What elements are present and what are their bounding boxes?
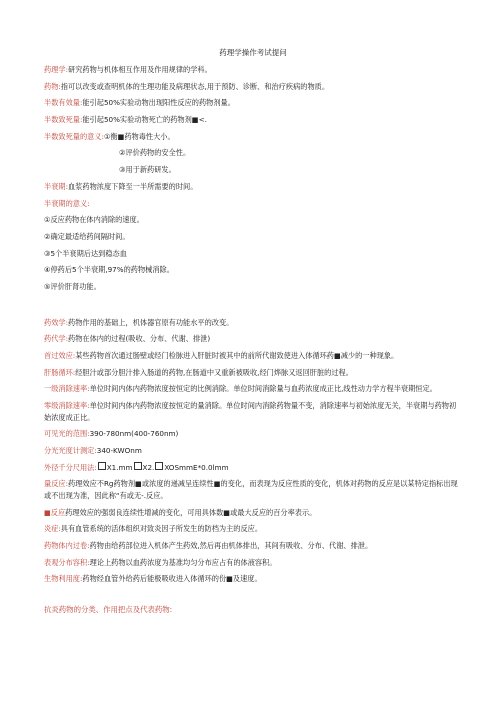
term-label: 炎症: — [44, 524, 61, 534]
definition-text: 药理效应不Rg药物剂■或浓度的递减呈连续性■的变化，而表现为反应性质的变化，机体对药物的反应是以某特定指标出现或不出现为准，因此称“有或无-.反应。 — [44, 479, 458, 500]
definition-visible-light — [44, 428, 462, 440]
list-item: ①反应药物在体内消除的速度。 — [44, 215, 144, 225]
term-label: 表观分布容积: — [44, 557, 90, 567]
document-title: 药理学操作考试提问 — [219, 48, 287, 57]
list-item: ②确定最适给药间隔时间。 — [44, 231, 130, 241]
definition-micrometer — [44, 462, 462, 474]
term-label: 外径千分尺用法: — [44, 462, 97, 472]
term-label: 分光光度计测定: — [44, 445, 97, 455]
definition-text: 药物经血管外给药后能极吸收进入体循环的份■及速度。 — [82, 574, 262, 584]
term-label: 可见光的范围: — [44, 429, 90, 439]
definition-text: 经胆汁或部分胆汁排入肠道的药物,在肠道中又重新被吸收,经门烨脉又返回肝脏的过程。 — [75, 367, 353, 377]
definition-drug-disposition — [44, 540, 462, 552]
term-label: 半数致死量: — [44, 115, 83, 125]
term-label: 药效学: — [44, 317, 68, 327]
definition-text: X1.mm — [106, 462, 133, 472]
definition-pharmacokinetics — [44, 333, 462, 345]
definition-zero-order — [44, 400, 462, 423]
definition-enterohepatic — [44, 367, 462, 379]
definition-text: 血浆药物浓度下降至一半所需要的时间。 — [68, 181, 198, 191]
definition-text: 理论上药物以血药浓度为基准均匀分布应占有的体液容积。 — [89, 557, 277, 567]
definition-text: 药物作用的基础上，机体器官原有功能水平的改变。 — [68, 317, 234, 327]
list-item: ③5个半衰期后达到稳态血 — [44, 248, 127, 258]
spacer — [44, 298, 462, 317]
definition-text: 390-780nm(400-760nm) — [89, 429, 179, 439]
term-label: ■反应 — [44, 507, 66, 517]
definition-text: 单位时间内体内药物浓度按恒定的量消除。单位时间内消除药物量不变，消除速率与初始浓度无关，半衰期与药物初始浓度成正比。 — [44, 401, 457, 422]
definition-text: 药理效应的强弱良连续性增减的变化，可用具体数■或最大反应的百分率表示。 — [65, 507, 317, 517]
term-label: 量反应: — [44, 479, 68, 489]
term-label: 半数致死量的意义: — [44, 131, 104, 141]
definition-bioavailability — [44, 573, 462, 585]
definition-text: 药物在体内的过程(吸收、分布、代谢、排泄) — [68, 334, 211, 344]
section-heading: 抗炎药物的分类、作用把点及代表药物: — [44, 604, 173, 614]
definition-ed50 — [44, 97, 462, 109]
list-item: ⑤评价肝肾功能。 — [44, 281, 101, 291]
definition-drug — [44, 81, 462, 93]
term-label: 药理学: — [44, 65, 68, 74]
definition-quantal-response — [44, 507, 462, 519]
term-label: 半数有效量: — [44, 98, 83, 108]
definition-text: 指可以改变或查明机体的生理功能及病理状态,用于预防、诊断、和治疗疾病的物质。 — [60, 81, 330, 91]
term-label: 半衰期: — [44, 181, 68, 191]
spacer — [44, 590, 462, 596]
definition-text: 具有血管系统的活体组织对致炎因子所发生的防档为主的反应。 — [60, 524, 263, 534]
definition-text: 研究药物与机体相互作用及作用规律的学科。 — [68, 65, 212, 74]
definition-pharmacology — [44, 64, 462, 76]
definition-graded-response — [44, 478, 462, 501]
ld50-significance — [44, 131, 462, 143]
definition-half-life — [44, 181, 462, 193]
term-label: 零级消除速率: — [44, 401, 90, 411]
definition-first-order — [44, 383, 462, 395]
term-label: 半衰期的意义: — [44, 198, 90, 208]
definition-spectrophotometer — [44, 445, 462, 457]
definition-text: X2. — [142, 462, 155, 472]
definition-text: 340-KWOnm — [96, 445, 142, 455]
definition-text: 能引起50%实验动物出现阳性反应的药物剂量。 — [82, 98, 235, 108]
definition-first-pass — [44, 350, 462, 362]
term-label: 药代学: — [44, 334, 68, 344]
definition-text: XOSmmE*0.0lmm — [164, 462, 229, 472]
list-item: ④停药后5个半衰期,97%的药物械消除。 — [44, 265, 174, 275]
term-label: 一级消除速率: — [44, 384, 90, 394]
definition-text: 某些药物首次通过肠壁或经门检脉进入肝脏时被其中的前所代谢致使进入体循环药■减少的一种现象。 — [75, 351, 399, 360]
definition-text: ①衡■药物毒性大小。 — [103, 131, 175, 141]
term-label: 药物体内过卷: — [44, 540, 90, 550]
definition-text: 单位时间内体内药物浓度按恒定的比例消除。单位时间消除量与血药浓度成正比,线性动力学方程半衰期恒定。 — [89, 384, 437, 394]
definition-inflammation — [44, 523, 462, 535]
document-page — [44, 47, 462, 621]
definition-pharmacodynamics — [44, 317, 462, 329]
definition-text: 药物由给药部位进入机体产生药效,然后再由机体排出，其间有吸收、分布、代谢、排泄。 — [89, 540, 373, 550]
list-item: ②评价药物的安全性。 — [119, 148, 191, 158]
term-label: 首过效应: — [44, 351, 76, 360]
term-label: 肝肠循环: — [44, 367, 76, 377]
checkbox-icon — [98, 462, 106, 470]
term-label: 药物: — [44, 81, 61, 91]
checkbox-icon — [134, 462, 142, 470]
checkbox-icon — [155, 462, 163, 470]
definition-text: 能引起50%实验动物死亡的药物剂■<. — [82, 115, 207, 125]
definition-volume-distribution — [44, 557, 462, 569]
definition-ld50 — [44, 114, 462, 126]
list-item: ③用于新药研发。 — [119, 165, 176, 175]
half-life-significance — [44, 198, 462, 210]
term-label: 生物利用度: — [44, 574, 83, 584]
